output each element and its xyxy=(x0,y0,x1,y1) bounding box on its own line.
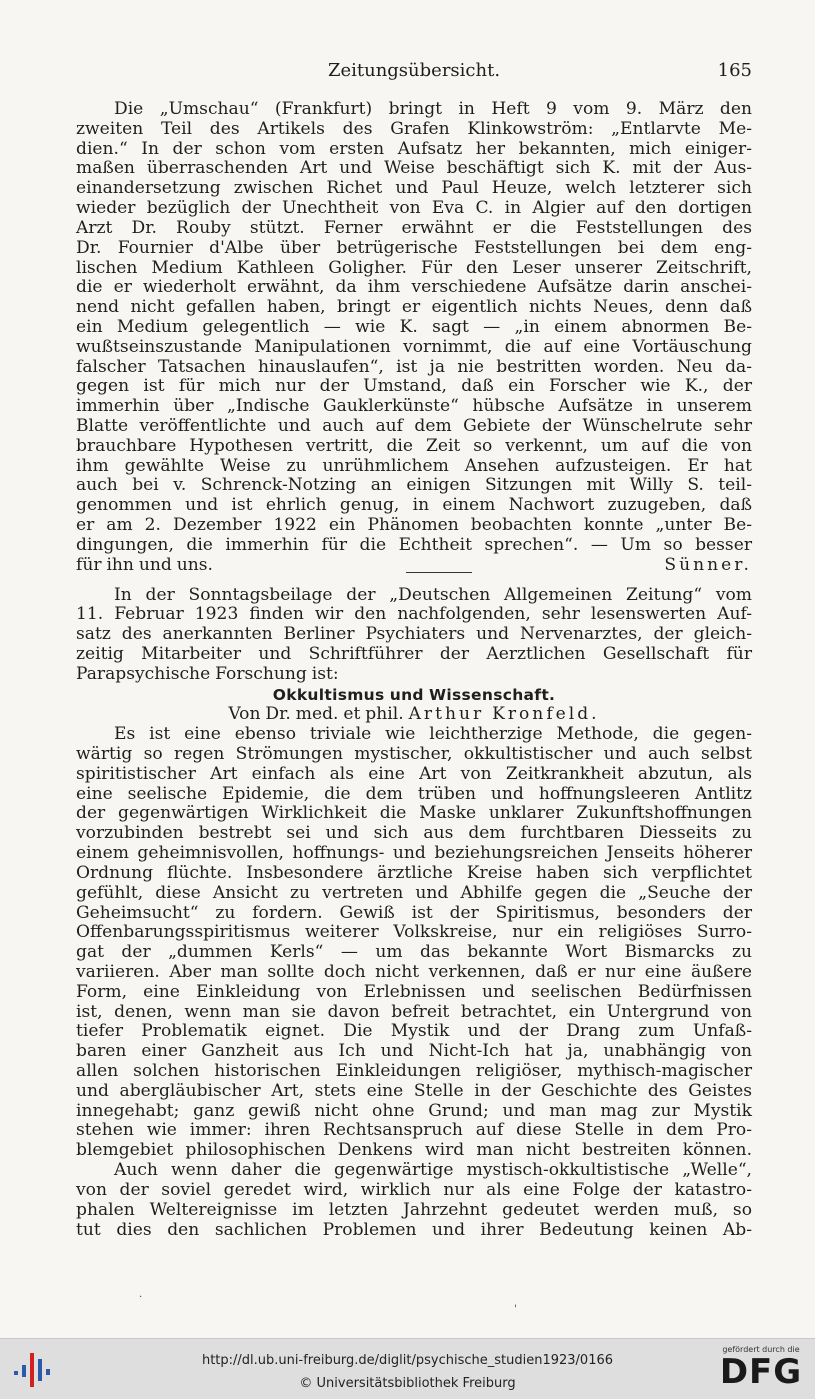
text-line: innegehabt; ganz gewiß nicht ohne Grund; und man mag zur Mystik xyxy=(76,1100,752,1121)
dfg-logo xyxy=(717,1345,805,1395)
text-line: tut dies den sachlichen Problemen und ihrer Bedeutung keinen Ab- xyxy=(76,1219,752,1240)
paragraph-intro xyxy=(76,586,752,665)
byline-author: Arthur Kronfeld. xyxy=(408,704,600,725)
text-line: 11. Februar 1923 finden wir den nachfolgenden, sehr lesenswerten Auf- xyxy=(76,604,752,625)
text-line: blemgebiet philosophischen Denkens wird man nicht bestreiten können. xyxy=(76,1140,752,1161)
text-line: variieren. Aber man sollte doch nicht verkennen, daß er nur eine äußere xyxy=(76,961,752,982)
text-line: ist, denen, wenn man sie davon befreit betrachtet, ein Untergrund von xyxy=(76,1001,752,1022)
dfg-caption: gefördert durch die xyxy=(722,1345,800,1354)
paragraph-umschau xyxy=(76,100,752,556)
paragraph-article-1 xyxy=(76,725,752,1161)
text-line: der gegenwärtigen Wirklichkeit die Maske unklarer Zukunftshoffnungen xyxy=(76,803,752,824)
text-line: Dr. Fournier d'Albe über betrügerische Feststellungen bei dem eng- xyxy=(76,237,752,258)
text-line: Geheimsucht“ zu fordern. Gewiß ist der Spiritismus, besonders der xyxy=(76,902,752,923)
text-line: genommen und ist ehrlich genug, in einem Nachwort zuzugeben, daß xyxy=(76,495,752,516)
paragraph-article-2 xyxy=(76,1161,752,1240)
paragraph-intro-end: Parapsychische Forschung ist: xyxy=(76,663,339,684)
text-line: wußtseinszustande Manipulationen vornimmt, die auf eine Vortäuschung xyxy=(76,336,752,357)
scan-speck: · xyxy=(139,1292,143,1303)
text-line: stehen wie immer: ihren Rechtsanspruch auf diese Stelle in dem Pro- xyxy=(76,1120,752,1141)
text-line: spiritistischer Art einfach als eine Art von Zeitkrankheit abzutun, als xyxy=(76,763,752,784)
text-line: brauchbare Hypothesen vertritt, die Zeit so verkennt, um auf die von xyxy=(76,435,752,456)
section-divider xyxy=(406,572,472,573)
text-line: Offenbarungsspiritismus weiterer Volkskreise, nur ein religiöses Surro- xyxy=(76,922,752,943)
text-line: immerhin über „Indische Gauklerkünste“ hübsche Aufsätze in unserem xyxy=(76,396,752,417)
page-number: 165 xyxy=(717,60,752,81)
text-line: zeitig Mitarbeiter und Schriftführer der Aerztlichen Gesellschaft für xyxy=(76,643,752,664)
text-line: er am 2. Dezember 1922 ein Phänomen beobachten konnte „unter Be- xyxy=(76,515,752,536)
running-title: Zeitungsübersicht. xyxy=(327,60,501,81)
text-line: Auch wenn daher die gegenwärtige mystisch-okkultistische „Welle“, xyxy=(114,1160,752,1181)
text-line: eine seelische Epidemie, die dem trüben und hoffnungsleeren Antlitz xyxy=(76,783,752,804)
scan-speck: ' xyxy=(514,1304,517,1315)
running-header xyxy=(76,60,752,88)
article-byline xyxy=(76,705,752,725)
paragraph-end-line: für ihn und uns. xyxy=(76,554,213,575)
text-line: wieder bezüglich der Unechtheit von Eva C. in Algier auf den dortigen xyxy=(76,198,752,219)
signature-line xyxy=(76,556,752,576)
text-line: In der Sonntagsbeilage der „Deutschen Allgemeinen Zeitung“ vom xyxy=(114,584,752,605)
text-line: falscher Tatsachen hinauslaufen“, ist ja nie bestritten worden. Neu da- xyxy=(76,356,752,377)
text-line: Die „Umschau“ (Frankfurt) bringt in Heft 9 vom 9. März den xyxy=(114,99,752,119)
text-line: einem geheimnisvollen, hoffnungs- und beziehungsreichen Jenseits höherer xyxy=(76,843,752,864)
text-line: ihm gewählte Weise zu unrühmlichem Ansehen aufzusteigen. Er hat xyxy=(76,455,752,476)
text-line: gegen ist für mich nur der Umstand, daß ein Forscher wie K., der xyxy=(76,376,752,397)
signature: Sünner. xyxy=(664,554,752,575)
text-line: dien.“ In der schon vom ersten Aufsatz her bekannten, mich einiger- xyxy=(76,138,752,159)
text-line: Ordnung flüchte. Insbesondere ärztliche Kreise haben sich verpflichtet xyxy=(76,862,752,883)
text-line: maßen überraschenden Art und Weise beschäftigt sich K. mit der Aus- xyxy=(76,158,752,179)
text-line: von der soviel geredet wird, wirklich nur als eine Folge der katastro- xyxy=(76,1179,752,1200)
text-line: baren einer Ganzheit aus Ich und Nicht-Ich hat ja, unabhängig von xyxy=(76,1041,752,1062)
text-line: einandersetzung zwischen Richet und Paul Heuze, welch letzterer sich xyxy=(76,178,752,199)
text-line: lischen Medium Kathleen Goligher. Für den Leser unserer Zeitschrift, xyxy=(76,257,752,278)
text-line: vorzubinden bestrebt sei und sich aus dem furchtbaren Diesseits zu xyxy=(76,823,752,844)
byline-prefix: Von Dr. med. et phil. xyxy=(228,704,404,725)
source-url-link[interactable]: http://dl.ub.uni-freiburg.de/diglit/psychische_studien1923/0166 xyxy=(201,1353,614,1368)
article-title: Okkultismus und Wissenschaft. xyxy=(272,685,556,704)
body-text xyxy=(76,100,752,1240)
copyright-notice: © Universitätsbibliothek Freiburg xyxy=(299,1376,516,1391)
text-line: ein Medium gelegentlich — wie K. sagt — „in einem abnormen Be- xyxy=(76,316,752,337)
text-line: tiefer Problematik eignet. Die Mystik und der Drang zum Unfaß- xyxy=(76,1021,752,1042)
text-line: zweiten Teil des Artikels des Grafen Klinkowström: „Entlarvte Me- xyxy=(76,118,752,139)
text-line: Form, eine Einkleidung von Erlebnissen und seelischen Bedürfnissen xyxy=(76,981,752,1002)
text-line: gefühlt, diese Ansicht zu vertreten und Abhilfe gegen die „Seuche der xyxy=(76,882,752,903)
text-line: Arzt Dr. Rouby stützt. Ferner erwähnt er die Feststellungen des xyxy=(76,217,752,238)
text-line: satz des anerkannten Berliner Psychiaters und Nervenarztes, der gleich- xyxy=(76,624,752,645)
text-line: gat der „dummen Kerls“ — um das bekannte Wort Bismarcks zu xyxy=(76,942,752,963)
text-line: nend nicht gefallen haben, bringt er eigentlich nichts Neues, denn daß xyxy=(76,297,752,318)
dfg-logo-text: DFG xyxy=(719,1352,803,1392)
text-line: Blatte veröffentlichte und auch auf dem Gebiete der Wünschelrute sehr xyxy=(76,416,752,436)
text-line: Es ist eine ebenso triviale wie leichtherzige Methode, die gegen- xyxy=(114,724,752,745)
text-line: wärtig so regen Strömungen mystischer, okkultistischer und auch selbst xyxy=(76,744,752,764)
text-line: dingungen, die immerhin für die Echtheit sprechen“. — Um so besser xyxy=(76,534,752,555)
text-line: phalen Weltereignisse im letzten Jahrzehnt gedeutet werden muß, so xyxy=(76,1199,752,1220)
text-line: allen solchen historischen Einkleidungen religiöser, mythisch-magischer xyxy=(76,1061,752,1081)
text-line: auch bei v. Schrenck-Notzing an einigen Sitzungen mit Willy S. teil- xyxy=(76,475,752,496)
viewer-footer xyxy=(0,1338,815,1399)
text-line: die er wiederholt erwähnt, da ihm verschiedene Aufsätze darin anschei- xyxy=(76,277,752,298)
text-line: und abergläubischer Art, stets eine Stelle in der Geschichte des Geistes xyxy=(76,1080,752,1101)
